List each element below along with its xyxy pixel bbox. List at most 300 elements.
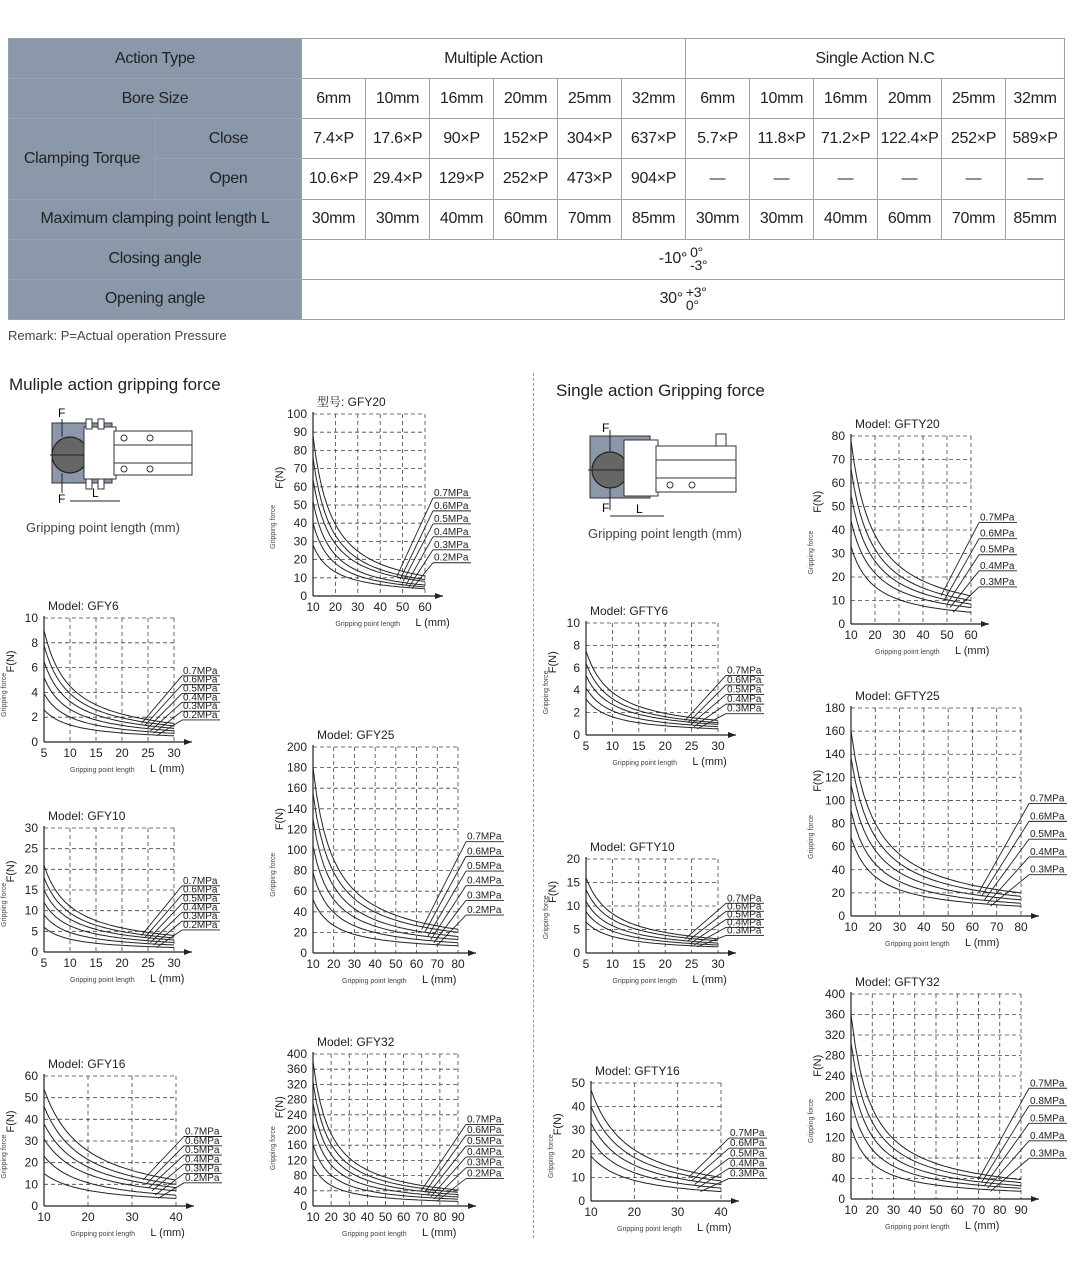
legend-label: 0.7MPa [727, 893, 762, 905]
legend-leader [947, 555, 979, 604]
x-tick-label: 40 [916, 628, 930, 642]
y-tick-label: 0 [578, 1194, 585, 1208]
y-tick-label: 160 [286, 1138, 307, 1153]
y-axis-label: F(N) [812, 1054, 824, 1077]
y-tick-label: 0 [838, 617, 845, 631]
y-tick-label: 30 [293, 534, 307, 549]
x-tick-label: 5 [40, 956, 48, 970]
chart-gfy10 [1, 798, 218, 985]
chart-title: Model: GFTY6 [590, 604, 669, 618]
x-tick-label: 60 [965, 920, 980, 934]
max-length-cell: 85mm [622, 199, 686, 239]
x-tick-label: 5 [582, 957, 590, 971]
left-section-title: Muliple action gripping force [9, 375, 221, 394]
closing-angle-row [9, 239, 1065, 279]
legend-label: 0.5MPa [730, 1148, 765, 1160]
bore-size-cell: 20mm [494, 79, 558, 119]
open-torque-row [9, 159, 1065, 199]
y-axis-label: F(N) [5, 1110, 17, 1133]
legend-label: 0.3MPa [727, 703, 762, 715]
y-axis-label-small: Gripping force [808, 1099, 815, 1144]
legend-label: 0.4MPa [980, 560, 1015, 572]
arm-fitting [716, 434, 726, 446]
y-tick-label: 2 [573, 705, 580, 720]
legend-label: 0.6MPa [727, 901, 762, 913]
y-tick-label: 400 [824, 987, 845, 1001]
x-axis-arrow [184, 949, 192, 955]
x-tick-label: 40 [368, 957, 382, 971]
y-tick-label: 2 [31, 710, 38, 725]
x-axis-label-small: Gripping point length [70, 977, 135, 984]
legend-leader [422, 842, 466, 930]
legend-label: 0.3MPa [467, 1157, 502, 1169]
opening-angle-label: Opening angle [9, 279, 302, 319]
max-length-cell: 30mm [302, 199, 366, 239]
y-tick-label: 80 [831, 429, 845, 443]
y-tick-label: 200 [824, 1089, 845, 1104]
x-axis-arrow [184, 739, 192, 745]
force-label-top: F [58, 406, 66, 420]
x-tick-label: 30 [892, 628, 906, 642]
close-torque-row [9, 119, 1065, 159]
open-label: Open [156, 159, 302, 199]
open-torque-cell: — [814, 159, 878, 199]
close-torque-cell: 637×P [622, 119, 686, 159]
y-tick-label: 5 [573, 922, 580, 937]
y-axis-label-small: Gripping force [1, 1134, 8, 1179]
y-tick-label: 80 [293, 443, 307, 458]
max-length-cell: 85mm [1006, 199, 1065, 239]
x-tick-label: 70 [990, 920, 1004, 934]
y-tick-label: 160 [286, 781, 307, 796]
y-axis-label: F(N) [5, 650, 17, 673]
x-tick-label: 5 [40, 746, 48, 760]
y-tick-label: 50 [24, 1090, 38, 1105]
y-tick-label: 70 [831, 452, 845, 467]
y-tick-label: 80 [293, 863, 307, 878]
y-tick-label: 10 [831, 593, 845, 608]
legend-leader [991, 875, 1030, 906]
x-tick-label: 20 [81, 1210, 95, 1224]
force-label-top: F [602, 421, 610, 435]
legend-label: 0.5MPa [183, 893, 218, 905]
legend-label: 0.6MPa [183, 884, 218, 896]
x-tick-label: 40 [917, 920, 931, 934]
x-axis-label: L (mm) [692, 756, 727, 768]
x-axis-arrow [1031, 913, 1039, 919]
y-tick-label: 80 [831, 816, 845, 831]
x-axis-label-small: Gripping point length [342, 1231, 407, 1238]
y-tick-label: 0 [838, 1192, 845, 1206]
x-tick-label: 30 [167, 956, 181, 970]
x-tick-label: 15 [632, 957, 646, 971]
chart-gfy16 [1, 1046, 220, 1239]
y-tick-label: 40 [571, 1099, 585, 1114]
legend-label: 0.5MPa [1030, 1113, 1065, 1125]
chart-title: Model: GFTY20 [855, 417, 940, 431]
series-line [313, 480, 425, 582]
x-axis-arrow [435, 593, 443, 599]
legend-leader [142, 886, 183, 936]
x-axis-arrow [186, 1203, 194, 1209]
legend-label: 0.4MPa [183, 692, 218, 704]
legend-label: 0.2MPa [434, 552, 469, 564]
y-tick-label: 10 [566, 616, 580, 630]
x-axis-label: L (mm) [965, 937, 1000, 949]
y-tick-label: 15 [24, 883, 38, 897]
legend-label: 0.2MPa [183, 919, 218, 931]
legend-label: 0.5MPa [467, 861, 502, 873]
y-tick-label: 160 [824, 724, 845, 739]
y-axis-label: F(N) [274, 466, 286, 489]
y-axis-label-small: Gripping force [270, 852, 277, 897]
legend-leader [685, 675, 726, 720]
x-tick-label: 10 [605, 957, 620, 971]
opening-angle-lower: 0° [685, 297, 699, 314]
y-tick-label: 0 [300, 946, 307, 960]
section-divider [533, 373, 534, 1238]
y-tick-label: 50 [293, 498, 307, 512]
y-axis-label: F(N) [274, 1096, 286, 1119]
series-line [851, 731, 1021, 893]
jaw-screw [98, 419, 104, 429]
x-axis-label: L (mm) [150, 973, 185, 985]
open-torque-cell: — [686, 159, 750, 199]
multiple-action-label: Multiple Action [302, 39, 686, 79]
x-tick-label: 20 [328, 600, 343, 614]
chart-gfty16 [548, 1059, 765, 1234]
y-tick-label: 0 [31, 735, 38, 749]
x-tick-label: 20 [868, 920, 882, 934]
series-line [851, 1043, 1021, 1183]
diagram-caption-left: Gripping point length (mm) [26, 520, 180, 535]
x-axis-arrow [468, 950, 476, 956]
legend-label: 0.7MPa [467, 1114, 502, 1126]
legend-label: 0.6MPa [980, 528, 1015, 540]
y-tick-label: 60 [24, 1069, 38, 1083]
legend-label: 0.7MPa [183, 665, 218, 677]
y-tick-label: 30 [24, 1134, 38, 1148]
y-tick-label: 10 [566, 899, 580, 913]
x-tick-label: 20 [115, 956, 129, 970]
series-line [44, 661, 174, 728]
spec-table [8, 38, 1065, 320]
y-tick-label: 20 [24, 862, 38, 877]
y-axis-label-small: Gripping force [548, 1134, 555, 1179]
open-torque-cell: 252×P [494, 159, 558, 199]
y-tick-label: 320 [824, 1028, 845, 1042]
legend-label: 0.4MPa [185, 1154, 220, 1166]
x-tick-label: 80 [451, 957, 465, 971]
y-tick-label: 0 [31, 1199, 38, 1213]
y-tick-label: 40 [293, 904, 307, 919]
x-tick-label: 25 [141, 956, 155, 970]
legend-label: 0.6MPa [467, 846, 502, 858]
max-length-cell: 40mm [430, 199, 494, 239]
y-axis-label: F(N) [812, 490, 824, 513]
x-axis-label-small: Gripping point length [617, 1226, 682, 1233]
y-tick-label: 80 [293, 1168, 307, 1183]
x-axis-label: L (mm) [422, 974, 457, 986]
legend-label: 0.5MPa [467, 1136, 502, 1148]
legend-label: 0.3MPa [1030, 1148, 1065, 1160]
y-tick-label: 20 [831, 885, 845, 900]
legend-label: 0.7MPa [980, 512, 1015, 524]
x-tick-label: 20 [627, 1205, 642, 1219]
y-tick-label: 10 [571, 1170, 585, 1185]
open-torque-cell: — [878, 159, 942, 199]
x-tick-label: 50 [395, 600, 410, 614]
y-tick-label: 200 [286, 740, 307, 754]
jaw-screw [98, 479, 104, 489]
legend-label: 0.4MPa [727, 694, 762, 706]
diagram-caption-right: Gripping point length (mm) [588, 526, 742, 541]
y-tick-label: 400 [286, 1047, 307, 1061]
legend-label: 0.4MPa [727, 917, 762, 929]
x-tick-label: 30 [670, 1205, 685, 1219]
legend-label: 0.7MPa [467, 831, 502, 843]
y-tick-label: 180 [286, 760, 307, 775]
legend-leader [985, 1123, 1030, 1185]
y-axis-label-small: Gripping force [270, 1126, 277, 1171]
legend-leader [143, 1137, 184, 1181]
x-tick-label: 20 [115, 746, 129, 760]
y-tick-label: 0 [573, 728, 580, 742]
max-length-cell: 60mm [878, 199, 942, 239]
y-tick-label: 280 [824, 1048, 845, 1063]
x-tick-label: 90 [451, 1210, 465, 1224]
open-torque-cell: — [750, 159, 814, 199]
bore-size-cell: 10mm [366, 79, 430, 119]
series-line [313, 819, 458, 936]
y-tick-label: 25 [24, 841, 38, 856]
max-length-cell: 30mm [750, 199, 814, 239]
y-tick-label: 40 [24, 1112, 38, 1127]
legend-label: 0.7MPa [434, 487, 469, 499]
action-type-label: Action Type [9, 39, 302, 79]
gripper-diagram-single [580, 420, 740, 530]
closing-angle-base: -10° [658, 250, 688, 268]
y-tick-label: 20 [831, 570, 845, 584]
y-axis-label: F(N) [547, 651, 559, 674]
series-line [591, 1107, 721, 1181]
legend-label: 0.3MPa [467, 890, 502, 902]
opening-angle-tolerance [686, 286, 707, 312]
legend-label: 0.5MPa [727, 684, 762, 696]
x-tick-label: 30 [347, 957, 362, 971]
series-line [313, 768, 458, 930]
chart-gfty20 [806, 408, 1015, 657]
close-label: Close [156, 119, 302, 159]
y-tick-label: 10 [24, 1177, 38, 1192]
opening-angle-value [302, 279, 1065, 319]
x-tick-label: 30 [892, 920, 907, 934]
y-tick-label: 40 [293, 516, 307, 531]
x-tick-label: 10 [63, 746, 77, 760]
open-torque-cell: 10.6×P [302, 159, 366, 199]
x-axis-label-small: Gripping point length [70, 767, 135, 774]
y-axis-label-small: Gripping force [543, 895, 550, 940]
series-line [44, 878, 174, 938]
y-tick-label: 10 [293, 570, 307, 585]
closing-angle-value [302, 239, 1065, 279]
legend-leader [689, 1138, 730, 1177]
y-tick-label: 80 [831, 1151, 845, 1165]
x-tick-label: 80 [433, 1210, 447, 1224]
legend-label: 0.2MPa [467, 905, 502, 917]
legend-label: 0.5MPa [1030, 829, 1065, 841]
y-tick-label: 60 [831, 476, 845, 490]
chart-gfy25 [268, 722, 502, 986]
close-torque-cell: 5.7×P [686, 119, 750, 159]
gripper-diagram-multiple [40, 405, 200, 515]
x-axis-label: L (mm) [692, 974, 727, 986]
max-length-cell: 70mm [942, 199, 1006, 239]
force-label-bottom: F [58, 492, 66, 506]
y-axis-label-small: Gripping force [270, 504, 277, 549]
x-tick-label: 70 [430, 957, 444, 971]
chart-gfy20 [268, 388, 469, 629]
y-tick-label: 0 [838, 909, 845, 923]
y-tick-label: 100 [824, 793, 845, 808]
y-tick-label: 0 [300, 589, 307, 603]
chart-title: Model: GFTY32 [855, 975, 940, 989]
max-length-cell: 40mm [814, 199, 878, 239]
legend-leader [953, 587, 979, 612]
x-axis-label: L (mm) [150, 763, 185, 775]
x-tick-label: 15 [89, 746, 103, 760]
x-tick-label: 10 [306, 957, 320, 971]
y-axis-label: F(N) [812, 769, 824, 792]
y-tick-label: 5 [31, 924, 38, 939]
chart-title: 型号: GFY20 [317, 395, 386, 409]
legend-leader [982, 821, 1030, 896]
x-tick-label: 80 [993, 1203, 1007, 1217]
y-tick-label: 0 [31, 945, 38, 959]
x-tick-label: 20 [658, 957, 672, 971]
x-tick-label: 60 [964, 628, 978, 642]
series-line [851, 758, 1021, 897]
chart-gfty32 [806, 970, 1065, 1232]
series-line [851, 495, 971, 604]
x-axis-arrow [728, 950, 736, 956]
legend-leader [428, 871, 466, 936]
series-line [586, 676, 718, 725]
legend-label: 0.7MPa [730, 1128, 765, 1140]
y-tick-label: 60 [293, 884, 307, 899]
series-line [851, 837, 1021, 906]
gripper-jaw [84, 427, 116, 479]
y-tick-label: 0 [300, 1199, 307, 1213]
y-tick-label: 8 [573, 638, 580, 653]
legend-leader [979, 804, 1030, 893]
y-tick-label: 8 [31, 635, 38, 650]
bore-size-cell: 32mm [1006, 79, 1065, 119]
y-tick-label: 160 [824, 1110, 845, 1124]
chart-title: Model: GFTY10 [590, 840, 675, 854]
chart-title: Model: GFY32 [317, 1035, 395, 1049]
x-tick-label: 10 [844, 1203, 858, 1217]
x-tick-label: 20 [327, 957, 341, 971]
x-tick-label: 40 [360, 1210, 375, 1224]
y-tick-label: 90 [293, 425, 307, 440]
close-torque-cell: 90×P [430, 119, 494, 159]
gripper-arm [656, 446, 736, 492]
legend-label: 0.2MPa [185, 1172, 220, 1184]
y-axis-label: F(N) [547, 880, 559, 903]
legend-label: 0.5MPa [980, 544, 1015, 556]
x-tick-label: 70 [415, 1210, 429, 1224]
x-tick-label: 10 [37, 1210, 51, 1224]
bore-size-cell: 20mm [878, 79, 942, 119]
close-torque-cell: 11.8×P [750, 119, 814, 159]
legend-label: 0.2MPa [467, 1168, 502, 1180]
bore-size-cell: 16mm [814, 79, 878, 119]
y-tick-label: 120 [286, 822, 307, 837]
y-tick-label: 30 [24, 821, 38, 835]
x-tick-label: 40 [169, 1210, 183, 1224]
y-axis-label: F(N) [552, 1113, 564, 1136]
x-tick-label: 25 [141, 746, 155, 760]
y-tick-label: 60 [831, 839, 845, 854]
bore-size-cell: 10mm [750, 79, 814, 119]
chart-title: Model: GFY25 [317, 728, 395, 742]
y-tick-label: 6 [31, 660, 38, 675]
open-torque-cell: 904×P [622, 159, 686, 199]
max-length-row [9, 199, 1065, 239]
x-tick-label: 10 [844, 920, 858, 934]
x-tick-label: 30 [351, 600, 365, 614]
series-line [591, 1140, 721, 1188]
x-tick-label: 20 [868, 628, 882, 642]
legend-label: 0.6MPa [183, 674, 218, 686]
legend-label: 0.6MPa [727, 674, 762, 686]
series-line [44, 1124, 176, 1188]
y-tick-label: 100 [286, 407, 307, 421]
close-torque-cell: 7.4×P [302, 119, 366, 159]
x-tick-label: 50 [378, 1210, 393, 1224]
x-tick-label: 15 [89, 956, 103, 970]
max-length-cell: 30mm [366, 199, 430, 239]
x-axis-label-small: Gripping point length [885, 941, 950, 948]
series-line [851, 546, 971, 612]
x-axis-label: L (mm) [697, 1222, 732, 1234]
chart-gfty10 [543, 833, 762, 986]
x-tick-label: 30 [711, 739, 725, 753]
x-axis-label-small: Gripping point length [875, 649, 940, 656]
legend-leader [694, 704, 726, 726]
action-type-row [9, 39, 1065, 79]
y-tick-label: 180 [824, 701, 845, 715]
y-axis-label: F(N) [274, 808, 286, 831]
legend-label: 0.6MPa [1030, 811, 1065, 823]
legend-label: 0.3MPa [185, 1163, 220, 1175]
chart-gfty25 [806, 684, 1065, 949]
legend-label: 0.6MPa [185, 1135, 220, 1147]
legend-label: 0.5MPa [434, 513, 469, 525]
legend-label: 0.4MPa [1030, 846, 1065, 858]
y-tick-label: 20 [293, 552, 307, 567]
x-tick-label: 60 [950, 1203, 964, 1217]
y-tick-label: 4 [573, 683, 580, 698]
chart-title: Model: GFY6 [48, 599, 119, 613]
y-tick-label: 360 [824, 1007, 845, 1022]
y-tick-label: 40 [831, 862, 845, 877]
legend-label: 0.7MPa [1030, 1078, 1065, 1090]
x-axis-label-small: Gripping point length [335, 621, 401, 628]
series-line [44, 865, 174, 935]
bore-size-cell: 25mm [942, 79, 1006, 119]
